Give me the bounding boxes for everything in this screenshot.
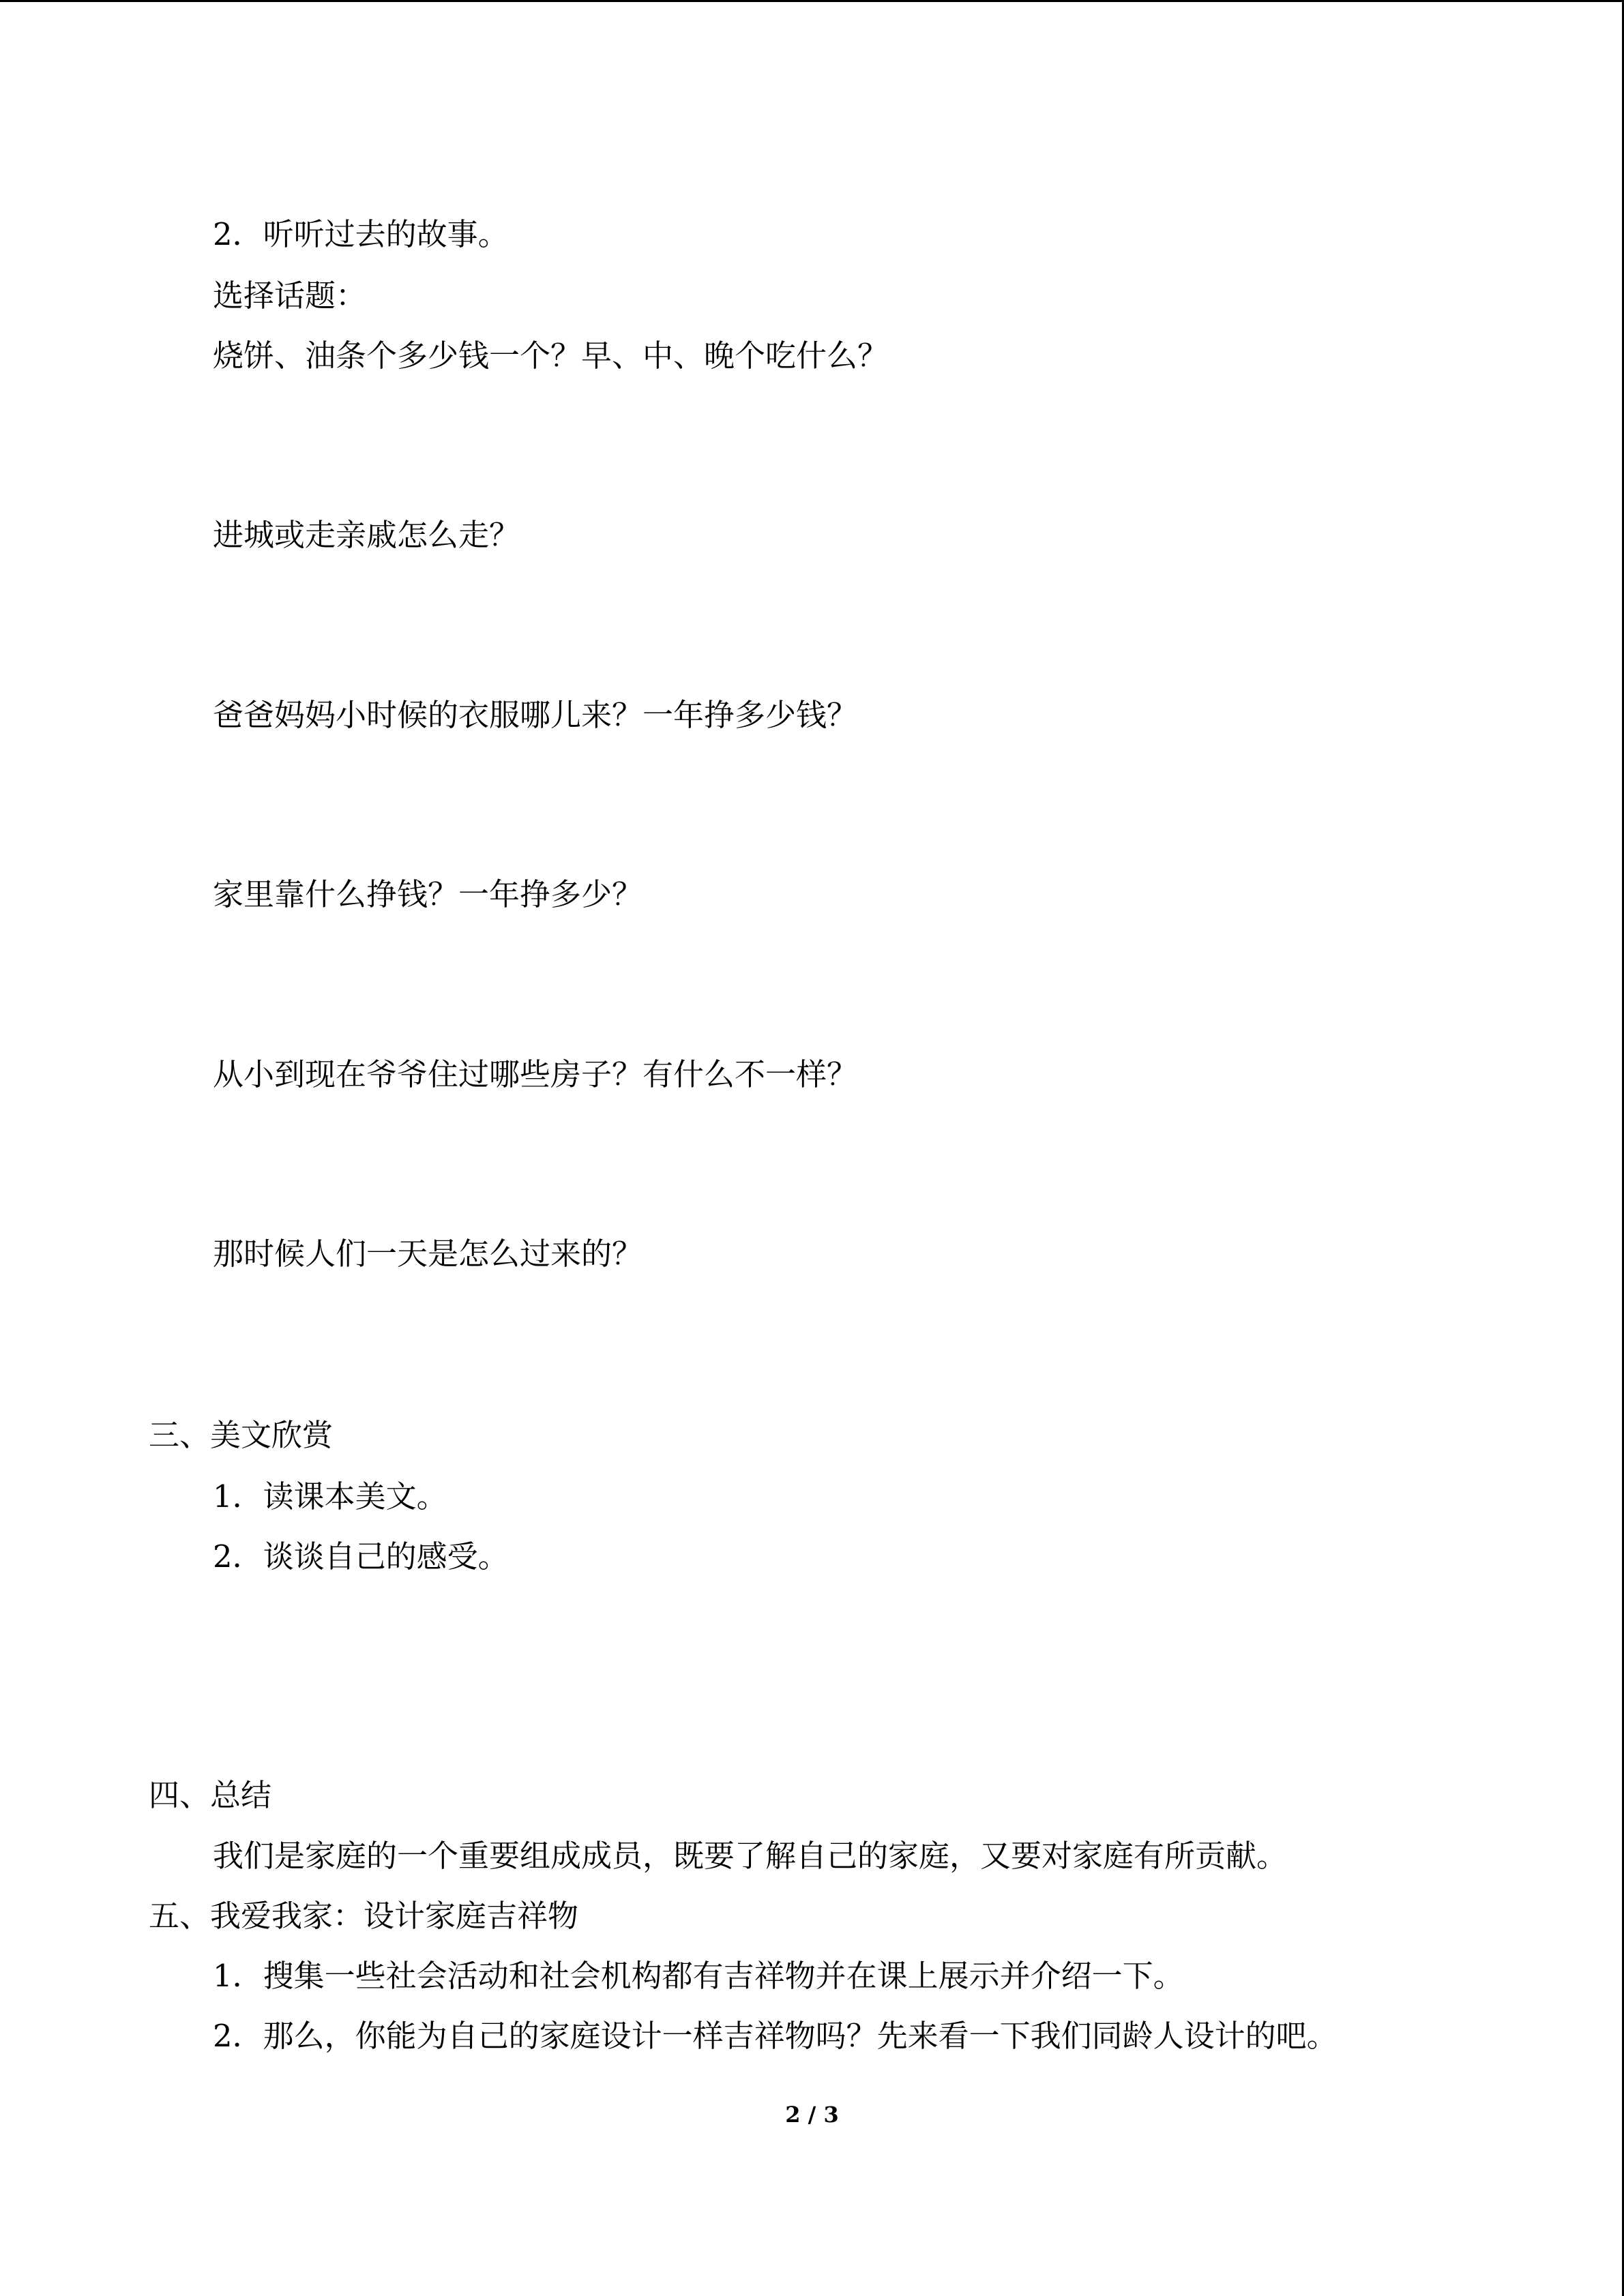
section-4-text: 我们是家庭的一个重要组成成员，既要了解自己的家庭，又要对家庭有所贡献。 xyxy=(213,1838,1288,1874)
section-3-item-2: 2．谈谈自己的感受。 xyxy=(213,1538,509,1575)
topic-food-prices: 烧饼、油条个多少钱一个？早、中、晚个吃什么？ xyxy=(213,338,889,374)
topic-houses: 从小到现在爷爷住过哪些房子？有什么不一样？ xyxy=(213,1056,858,1092)
section-5-item-2: 2．那么，你能为自己的家庭设计一样吉祥物吗？先来看一下我们同龄人设计的吧。 xyxy=(213,2018,1338,2054)
topic-travel: 进城或走亲戚怎么走？ xyxy=(213,517,520,553)
section-5-heading: 五、我爱我家：设计家庭吉祥物 xyxy=(149,1898,579,1934)
section-3-item-1: 1．读课本美文。 xyxy=(213,1478,447,1515)
choose-topics-label: 选择话题： xyxy=(213,278,367,314)
top-border xyxy=(0,0,1624,2)
page-number: 2 / 3 xyxy=(785,2102,839,2128)
section-4-heading: 四、总结 xyxy=(149,1777,272,1813)
item-listen-stories: 2．听听过去的故事。 xyxy=(213,216,509,252)
topic-income: 家里靠什么挣钱？一年挣多少？ xyxy=(213,876,643,912)
topic-clothes: 爸爸妈妈小时候的衣服哪儿来？一年挣多少钱？ xyxy=(213,697,858,733)
section-5-item-1: 1．搜集一些社会活动和社会机构都有吉祥物并在课上展示并介绍一下。 xyxy=(213,1958,1184,1994)
section-3-heading: 三、美文欣赏 xyxy=(149,1417,334,1453)
topic-daily-life: 那时候人们一天是怎么过来的？ xyxy=(213,1236,643,1272)
